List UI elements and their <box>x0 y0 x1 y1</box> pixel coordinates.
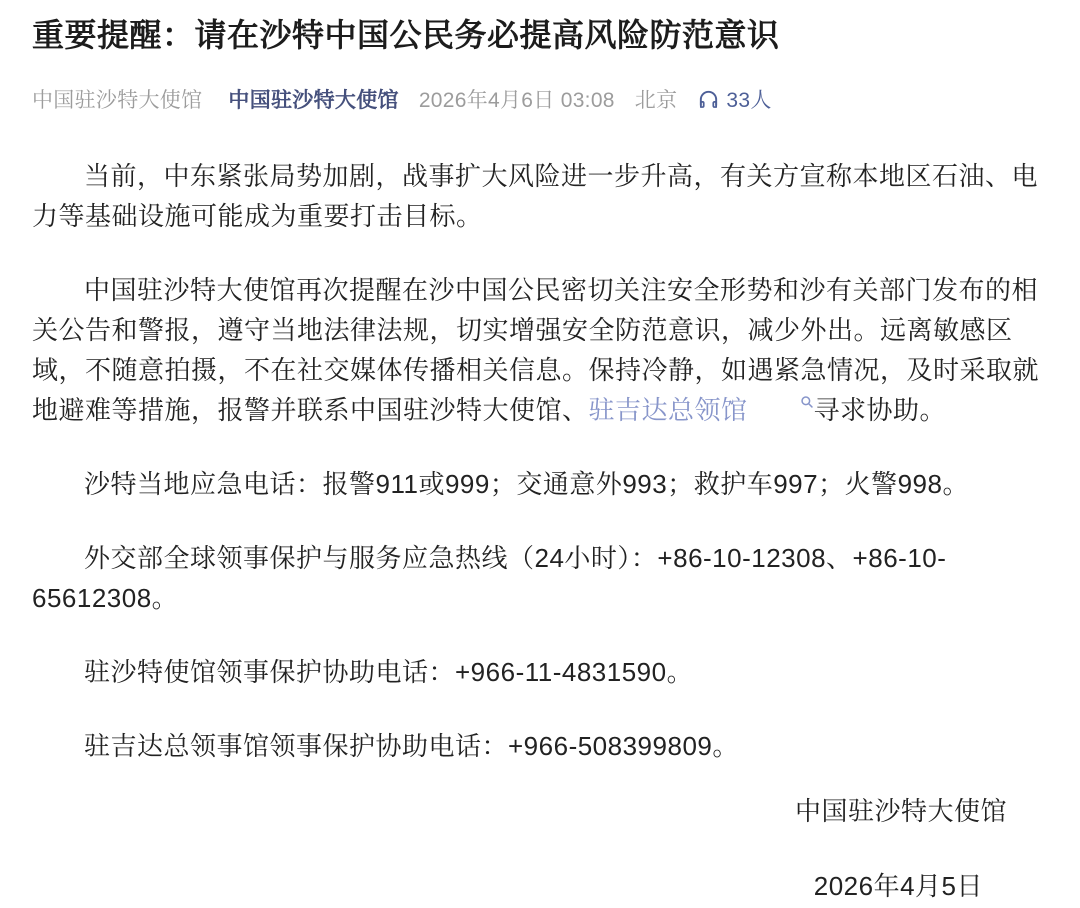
byline-source: 中国驻沙特大使馆 <box>32 89 203 112</box>
byline-datetime: 2026年4月6日 03:08 <box>418 89 615 112</box>
byline-location: 北京 <box>634 89 678 112</box>
paragraph-2-text-before: 中国驻沙特大使馆再次提醒在沙中国公民密切关注安全形势和沙有关部门发布的相关公告和警报，遵守当地法律法规，切实增强安全防范意识，减少外出。远离敏感区域，不随意拍摄，不在社交媒体传播相关信息。保持冷静，如遇紧急情况，及时采取就地避难等措施，报警并联系中国驻沙特大使馆、 <box>32 275 1040 425</box>
paragraph-2-text-after: 寻求协助。 <box>813 395 947 425</box>
byline <box>32 84 1048 114</box>
paragraph-6: 驻吉达总领事馆领事保护协助电话：+966-508399809。 <box>84 731 739 761</box>
headphones-icon <box>697 88 720 111</box>
paragraph-1: 当前，中东紧张局势加剧，战事扩大风险进一步升高，有关方宣称本地区石油、电力等基础设施可能成为重要打击目标。 <box>32 161 1039 231</box>
paragraph-2 <box>32 270 1048 430</box>
search-icon <box>748 395 814 409</box>
signature: 中国驻沙特大使馆 <box>794 796 1007 826</box>
listen-button[interactable] <box>697 84 771 114</box>
paragraph-5: 驻沙特使馆领事保护协助电话：+966-11-4831590。 <box>84 657 694 687</box>
jeddah-consulate-link-label: 驻吉达总领馆 <box>588 395 748 425</box>
signature-date: 2026年4月5日 <box>813 871 983 901</box>
byline-author-link[interactable]: 中国驻沙特大使馆 <box>228 89 399 112</box>
listen-count-label: 33人 <box>726 89 772 112</box>
article-title: 重要提醒：请在沙特中国公民务必提高风险防范意识 <box>32 17 780 53</box>
paragraph-4: 外交部全球领事保护与服务应急热线（24小时）：+86-10-12308、+86-10-65612308。 <box>32 543 947 613</box>
paragraph-3: 沙特当地应急电话：报警911或999；交通意外993；救护车997；火警998。 <box>84 469 969 499</box>
jeddah-consulate-link[interactable] <box>589 395 814 425</box>
